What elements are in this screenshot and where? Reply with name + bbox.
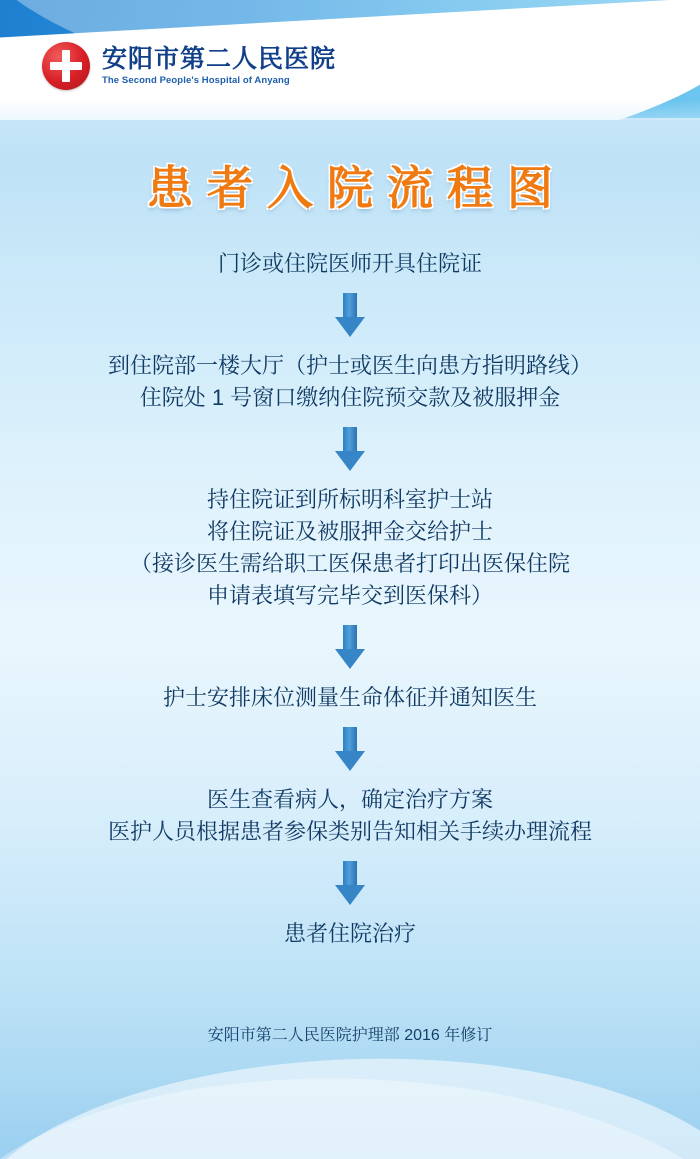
arrow-head bbox=[335, 885, 365, 905]
flow-step-2-line-1: 到住院部一楼大厅（护士或医生向患方指明路线） bbox=[107, 353, 592, 378]
header-fade bbox=[0, 100, 700, 120]
flow-step-3 bbox=[20, 484, 680, 612]
red-cross-icon bbox=[42, 42, 90, 90]
down-arrow-icon bbox=[335, 293, 365, 337]
cross-bar-vertical bbox=[62, 50, 70, 82]
bottom-wave-primary bbox=[0, 1049, 700, 1159]
arrow-head bbox=[335, 751, 365, 771]
arrow-shaft bbox=[343, 293, 357, 319]
flow-step-3-line-1: 持住院证到所标明科室护士站 bbox=[206, 487, 493, 512]
arrow-shaft bbox=[343, 427, 357, 453]
footer-note: 安阳市第二人民医院护理部 2016 年修订 bbox=[207, 1027, 493, 1044]
flow-step-2 bbox=[20, 350, 680, 414]
down-arrow-icon bbox=[335, 625, 365, 669]
arrow-head bbox=[335, 317, 365, 337]
down-arrow-icon bbox=[335, 727, 365, 771]
flow-step-4 bbox=[20, 682, 680, 714]
flow-step-5-line-2: 医护人员根据患者参保类别告知相关手续办理流程 bbox=[107, 819, 592, 844]
arrow-shaft bbox=[343, 727, 357, 753]
arrow-shaft bbox=[343, 861, 357, 887]
down-arrow-icon bbox=[335, 861, 365, 905]
flow-step-5-line-1: 医生查看病人，确定治疗方案 bbox=[206, 787, 493, 812]
hospital-name-cn: 安阳市第二人民医院 bbox=[102, 45, 337, 74]
down-arrow-icon bbox=[335, 427, 365, 471]
flow-step-1 bbox=[20, 248, 680, 280]
flow-step-1-line-1: 门诊或住院医师开具住院证 bbox=[217, 251, 482, 276]
hospital-logo bbox=[42, 42, 336, 90]
flow-step-2-line-2: 住院处 1 号窗口缴纳住院预交款及被服押金 bbox=[139, 385, 561, 410]
flow-step-6-line-1: 患者住院治疗 bbox=[283, 921, 416, 946]
page-title: 患者入院流程图 bbox=[147, 162, 567, 214]
logo-text-block bbox=[102, 46, 336, 85]
arrow-head bbox=[335, 649, 365, 669]
arrow-head bbox=[335, 451, 365, 471]
flow-step-3-line-4: 申请表填写完毕交到医保科） bbox=[206, 583, 493, 608]
flow-step-3-line-2: 将住院证及被服押金交给护士 bbox=[206, 519, 493, 544]
flow-step-4-line-1: 护士安排床位测量生命体征并通知医生 bbox=[162, 685, 537, 710]
arrow-shaft bbox=[343, 625, 357, 651]
flow-step-3-line-3: （接诊医生需给职工医保患者打印出医保住院 bbox=[129, 551, 570, 576]
flowchart bbox=[0, 248, 700, 950]
flow-step-6 bbox=[20, 918, 680, 950]
flow-step-5 bbox=[20, 784, 680, 848]
hospital-name-en: The Second People's Hospital of Anyang bbox=[102, 74, 290, 86]
